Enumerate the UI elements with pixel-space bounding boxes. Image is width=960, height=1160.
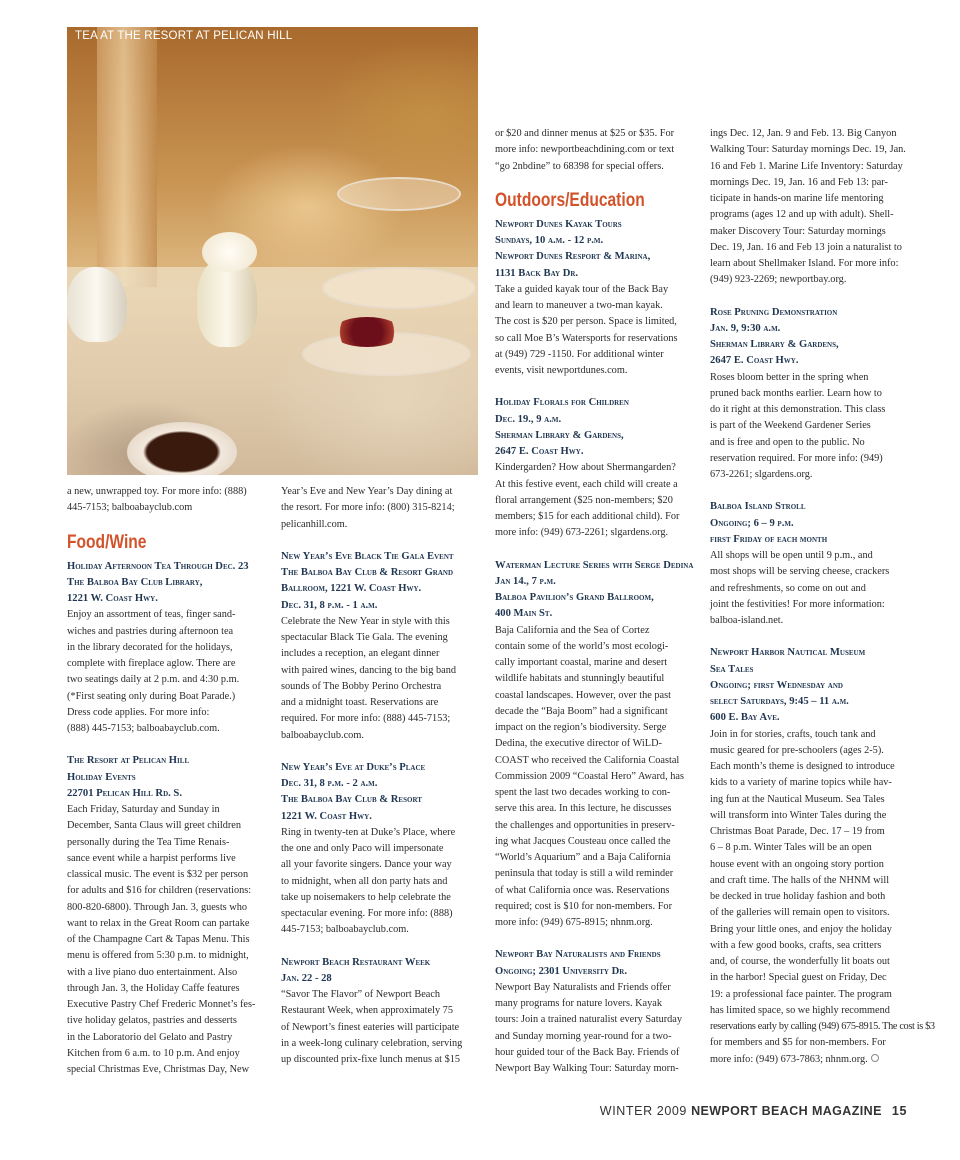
page-footer (600, 1104, 907, 1118)
event-holiday-florals: Holiday Florals for Children Dec. 19., 9 a.m. Sherman Library & Gardens, 2647 E. Coast Hwy. Kindergarden? How about Shermangarden? At this festive event, each child will create a floral arrangement ($25 non-members; $20 members; $15 for each additional child). For more info: (949) 673-2261; slgardens.org. (495, 397, 680, 539)
event-balboa-stroll: Balboa Island Stroll Ongoing; 6 – 9 p.m. first Friday of each month All shops will be open until 9 p.m., and most shops will be serving cheese, crackers and refreshments, so come on out and joint the festivities! For more information: balboa-island.net. (710, 501, 890, 626)
footer-issue: WINTER 2009 (599, 1104, 687, 1118)
section-title-food-wine: Food/Wine (67, 531, 147, 553)
col1-continuation: a new, unwrapped toy. For more info: (888) 445-7153; balboabayclub.com (67, 486, 247, 514)
photo-teacup (127, 422, 237, 475)
event-bay-naturalists: Newport Bay Naturalists and Friends Ongoing; 2301 University Dr. Newport Bay Naturalists and Friends offer many programs for nature lovers. Kayak tours: Join a trained naturalist every Saturday and Sunday morning year-round for a two- hour guided tour of the Back Bay. Friends of Newport Bay Walking Tour: Saturday morn- (495, 949, 683, 1074)
col3-continuation: or $20 and dinner menus at $25 or $35. For more info: newportbeachdining.com or text “go 2nbdine” to 68398 for special offers. (495, 128, 675, 172)
photo-berries (332, 317, 402, 347)
event-kayak-tours: Newport Dunes Kayak Tours Sundays, 10 a.m. - 12 p.m. Newport Dunes Resport & Marina, 1131 Back Bay Dr. Take a guided kayak tour of the Back Bay and learn to maneuver a two-man kayak. The cost is $20 per person. Space is limited, so call Moe B’s Watersports for reservations at (949) 729 -1150. For additional winter events, visit newportdunes.com. (495, 218, 678, 376)
column-2 (281, 484, 486, 1068)
event-pelican-hill: The Resort at Pelican Hill Holiday Events 22701 Pelican Hill Rd. S. Each Friday, Saturday and Sunday in December, Santa Claus will greet children personally during the Tea Time Renais- sance event while a harpist performs live classical music. The event is $32 per person for adults and $16 for children (reservations: 800-820-6800). Through Jan. 3, guests who want to relax in the Great Room can partake of the Champagne Cart & Tapas Menu. This menu is offered from 5:30 p.m. to midnight, with a live piano duo entertainment. Also through Jan. 3, the Holiday Caffe features Executive Pastry Chef Frederic Monnet’s fes- tive holiday gelatos, pastries and desserts in the Laboratorio del Gelato and Pastry Kitchen from 6 a.m. to 10 p.m. And enjoy special Christmas Eve, Christmas Day, New (67, 755, 256, 1075)
photo-caption: TEA AT THE RESORT AT PELICAN HILL (75, 30, 293, 42)
footer-magazine: NEWPORT BEACH MAGAZINE (691, 1104, 882, 1118)
column-3 (495, 126, 700, 1077)
event-sea-tales: Newport Harbor Nautical Museum Sea Tales Ongoing; first Wednesday and select Saturdays, 9:45 – 11 a.m. 600 E. Bay Ave. Join in for stories, crafts, touch tank and music geared for pre-schoolers (ages 2-5). Each month’s theme is designed to introduce kids to a variety of marine topics while hav- ing fun at the Nautical Museum. Sea Tales will transform into Winter Tales during the Christmas Boat Parade, Dec. 17 – 19 from 6 – 8 p.m. Winter Tales will be an open house event with an ongoing story portion and craft time. The halls of the NHNM will be decked in true holiday fashion and both of the galleries will remain open to visitors. Bring your little ones, and enjoy the holiday with a few good books, crafts, sea critters and, of course, the wonderfully lit boats out in the harbor! Special guest on Friday, Dec 19: a professional face painter. The program has limited space, so we highly recommend reservations early by calling (949) 675-8915. The cost is $3 for members and $5 for non-members. For more info: (949) 673-7863; nhnm.org. (710, 647, 935, 1065)
event-waterman-lecture: Waterman Lecture Series with Serge Dedina Jan 14., 7 p.m. Balboa Pavilion’s Grand Ballroom, 400 Main St. Baja California and the Sea of Cortez contain some of the world’s most ecologi- cally important coastal, marine and desert wildlife habitats and stunningly beautiful coastal landscapes. However, over the past decade the “Baja Boom” had a significant impact on the region’s biodiversity. Serge Dedina, the executive director of WiLD- COAST who received the California Coastal Commission 2009 “Coastal Hero” Award, has spent the last two decades working to con- serve this area. In this lecture, he discusses the challenges and opportunities in preserv- ing what Jacques Cousteau once called the “World’s Aquarium” and a Baja California peninsula that today is still a wild reminder of what California once was. Reservations required; cost is $10 for non-members. For more info: (949) 675-8915; nhnm.org. (495, 559, 694, 928)
photo-flowers (202, 232, 257, 272)
section-title-outdoors-education: Outdoors/Education (495, 189, 645, 211)
end-mark-icon (871, 1054, 879, 1062)
col4-continuation: ings Dec. 12, Jan. 9 and Feb. 13. Big Canyon Walking Tour: Saturday mornings Dec. 19, Jan. 16 and Feb 1. Marine Life Inventory: Saturday mornings Dec. 19, Jan. 16 and Feb 13: par- ticipate in hands-on marine life mentoring programs (ages 12 and up with adult). Shell- maker Discovery Tour: Saturday mornings Dec. 19, Jan. 16 and Feb 13 join a naturalist to learn about Shellmaker Island. For more info: (949) 923-2269; newportbay.org. (710, 128, 906, 286)
photo-teapot (67, 267, 127, 342)
event-rose-pruning: Rose Pruning Demonstration Jan. 9, 9:30 a.m. Sherman Library & Gardens, 2647 E. Coast Hwy. Roses bloom better in the spring when pruned back months earlier. Learn how to do it right at this demonstration. This class is part of the Weekend Gardener Series and is free and open to the public. No reservation required. For more info: (949) 673-2261; slgardens.org. (710, 306, 886, 480)
photo-pillar (97, 27, 157, 287)
event-holiday-tea: Holiday Afternoon Tea Through Dec. 23 The Balboa Bay Club Library, 1221 W. Coast Hwy. Enjoy an assortment of teas, finger sand- wiches and pastries during afternoon tea in the library decorated for the holidays, complete with fireplace aglow. There are two seatings daily at 2 p.m. and 4:30 p.m. (*First seating only during Boat Parade.) Dress code applies. For more info: (888) 445-7153; balboabayclub.com. (67, 560, 249, 734)
column-1 (67, 484, 272, 1078)
col2-continuation: Year’s Eve and New Year’s Day dining at the resort. For more info: (800) 315-8214; pelicanhill.com. (281, 486, 455, 530)
event-black-tie-gala: New Year’s Eve Black Tie Gala Event The Balboa Bay Club & Resort Grand Ballroom, 1221 W. Coast Hwy. Dec. 31, 8 p.m. - 1 a.m. Celebrate the New Year in style with this spectacular Black Tie Gala. The evening includes a reception, an elegant dinner with paired wines, dancing to the big band sounds of The Bobby Perino Orchestra and a midnight toast. Reservations are required. For more info: (888) 445-7153; balboabayclub.com. (281, 550, 457, 741)
column-4 (710, 126, 935, 1068)
photo-tier-top (337, 177, 461, 211)
event-dukes-place: New Year’s Eve at Duke’s Place Dec. 31, 8 p.m. - 2 a.m. The Balboa Bay Club & Resort 1221 W. Coast Hwy. Ring in twenty-ten at Duke’s Place, where the one and only Paco will impersonate all your favorite singers. Dance your way to midnight, when all don party hats and take up noisemakers to help celebrate the spectacular evening. For more info: (888) 445-7153; balboabayclub.com. (281, 761, 456, 936)
photo-tier-middle (322, 267, 476, 309)
tea-photo (67, 27, 478, 475)
page-number: 15 (891, 1104, 907, 1118)
event-restaurant-week: Newport Beach Restaurant Week Jan. 22 - 28 “Savor The Flavor” of Newport Beach Restaurant Week, when approximately 75 of Newport’s finest eateries will participate in a week-long culinary celebration, serving up discounted prix-fixe lunch menus at $15 (281, 956, 463, 1065)
